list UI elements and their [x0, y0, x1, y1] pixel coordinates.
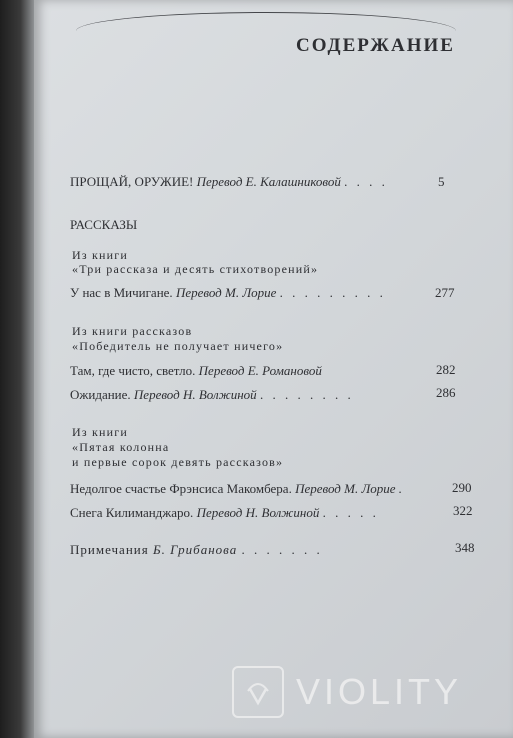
entry-novel	[70, 174, 388, 190]
entry-leader-dots: . . . . . . .	[241, 542, 323, 557]
entry-story	[70, 481, 402, 497]
book-binding	[0, 0, 34, 738]
entry-title: Там, где чисто, светло.	[70, 363, 196, 378]
page-number: 286	[436, 385, 456, 400]
book-title: «Пятая колонна	[72, 440, 170, 454]
entry-title: Ожидание.	[70, 387, 131, 402]
entry-title: Примечания	[70, 542, 149, 557]
page-number: 322	[453, 503, 473, 518]
entry-translator: Перевод М. Лорие .	[295, 481, 403, 496]
entry-story	[70, 285, 386, 301]
page-number: 348	[455, 540, 475, 555]
entry-leader-dots: . . . .	[344, 174, 388, 189]
page-number: 282	[436, 362, 456, 377]
book-label: Из книги рассказов	[72, 324, 193, 338]
entry-translator: Перевод Н. Волжиной	[133, 387, 257, 402]
entry-title: Снега Килиманджаро.	[70, 505, 194, 520]
entry-leader-dots: . . . . . . . .	[259, 387, 354, 402]
book-title: и первые сорок девять рассказов»	[72, 455, 284, 469]
entry-leader-dots: . . . . .	[322, 505, 379, 520]
violity-logo-icon	[232, 666, 284, 718]
entry-translator: Перевод Е. Калашниковой	[196, 174, 341, 189]
entry-translator: Перевод М. Лорие	[175, 285, 277, 300]
page-number: 290	[452, 480, 472, 495]
book-label: Из книги	[72, 248, 129, 262]
book-title: «Три рассказа и десять стихотворений»	[72, 262, 319, 276]
book-title: «Победитель не получает ничего»	[72, 339, 284, 353]
watermark	[232, 664, 492, 720]
entry-title: Недолгое счастье Фрэнсиса Макомбера.	[70, 481, 292, 496]
entry-title: У нас в Мичигане.	[70, 285, 173, 300]
entry-story	[70, 363, 322, 379]
contents-heading: СОДЕРЖАНИЕ	[296, 35, 455, 56]
stories-section-header: РАССКАЗЫ	[70, 217, 138, 232]
watermark-text: VIOLITY	[296, 671, 463, 712]
entry-story	[70, 387, 354, 403]
entry-translator: Перевод Н. Волжиной	[196, 505, 320, 520]
book-label: Из книги	[72, 425, 129, 439]
entry-translator: Перевод Е. Романовой	[198, 363, 322, 378]
entry-leader-dots: . . . . . . . . .	[279, 285, 386, 300]
entry-title: ПРОЩАЙ, ОРУЖИЕ!	[70, 174, 194, 189]
page-number: 5	[438, 174, 445, 189]
entry-author: Б. Грибанова	[152, 542, 238, 557]
page-number: 277	[435, 285, 455, 300]
entry-notes	[70, 542, 323, 558]
entry-story	[70, 505, 379, 521]
